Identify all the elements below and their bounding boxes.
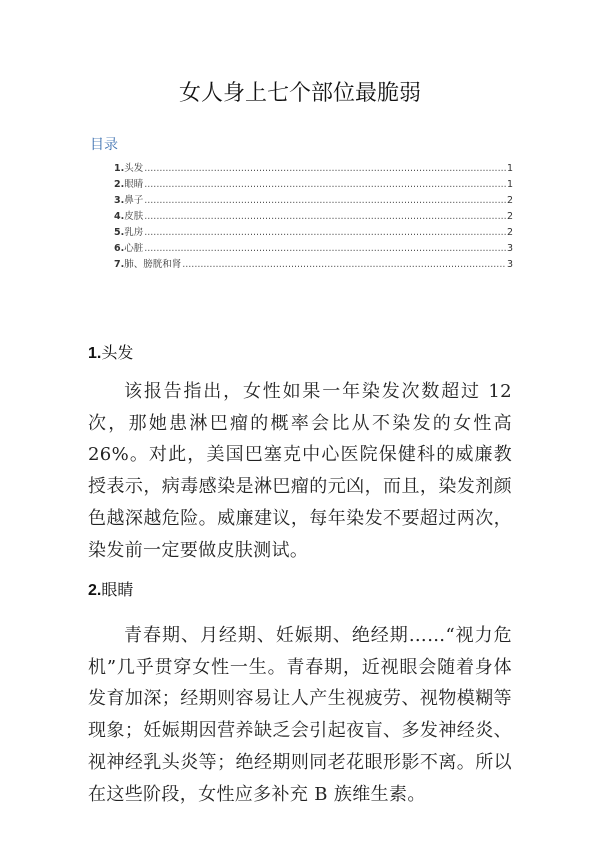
toc-num: 3. (114, 195, 125, 206)
section-paragraph: 该报告指出，女性如果一年染发次数超过 12 次，那她患淋巴瘤的概率会比从不染发的女性高 26%。对此，美国巴塞克中心医院保健科的威廉教授表示，病毒感染是淋巴瘤的元凶，而且，染发剂颜色越深越危险。威廉建议，每年染发不要超过两次，染发前一定要做皮肤测试。 (88, 381, 512, 561)
toc-leader (144, 195, 506, 206)
toc-label: 皮肤 (124, 211, 144, 222)
table-of-contents (114, 160, 513, 272)
section-title: 眼睛 (101, 580, 134, 599)
toc-num: 5. (114, 227, 125, 238)
document-title: 女人身上七个部位最脆弱 (178, 81, 421, 106)
section-heading (88, 577, 133, 600)
toc-leader (144, 227, 506, 238)
toc-num: 1. (114, 163, 125, 174)
toc-page: 2 (506, 227, 513, 238)
toc-leader (144, 243, 506, 254)
toc-num: 2. (114, 179, 125, 190)
toc-item[interactable] (114, 160, 513, 176)
toc-page: 2 (506, 211, 513, 222)
toc-item[interactable] (114, 192, 513, 208)
section-heading (88, 340, 133, 363)
toc-page: 3 (506, 243, 513, 254)
toc-label: 鼻子 (124, 195, 144, 206)
toc-leader (144, 179, 506, 190)
toc-heading: 目录 (90, 137, 118, 153)
toc-item[interactable] (114, 240, 513, 256)
toc-leader (144, 211, 506, 222)
toc-item[interactable] (114, 176, 513, 192)
toc-label: 肺、膀胱和肾 (124, 259, 182, 270)
toc-item[interactable] (114, 208, 513, 224)
toc-label: 头发 (124, 163, 144, 174)
section-number: 1. (88, 345, 102, 362)
toc-leader (182, 259, 506, 270)
section-title: 头发 (101, 343, 134, 362)
toc-label: 乳房 (124, 227, 144, 238)
toc-page: 1 (506, 179, 513, 190)
toc-label: 眼睛 (124, 179, 144, 190)
toc-item[interactable] (114, 256, 513, 272)
section-paragraph: 青春期、月经期、妊娠期、绝经期……“视力危机”几乎贯穿女性一生。青春期，近视眼会随着身体发育加深；经期则容易让人产生视疲劳、视物模糊等现象；妊娠期因营养缺乏会引起夜盲、多发神经炎、视神经乳头炎等；绝经期则同老花眼形影不离。所以在这些阶段，女性应多补充 B 族维生素。 (88, 625, 512, 805)
toc-num: 6. (114, 243, 125, 254)
toc-item[interactable] (114, 224, 513, 240)
section-number: 2. (88, 582, 102, 599)
toc-label: 心脏 (124, 243, 144, 254)
toc-page: 2 (506, 195, 513, 206)
toc-leader (144, 163, 506, 174)
toc-num: 7. (114, 259, 125, 270)
toc-page: 3 (506, 259, 513, 270)
toc-page: 1 (506, 163, 513, 174)
toc-num: 4. (114, 211, 125, 222)
